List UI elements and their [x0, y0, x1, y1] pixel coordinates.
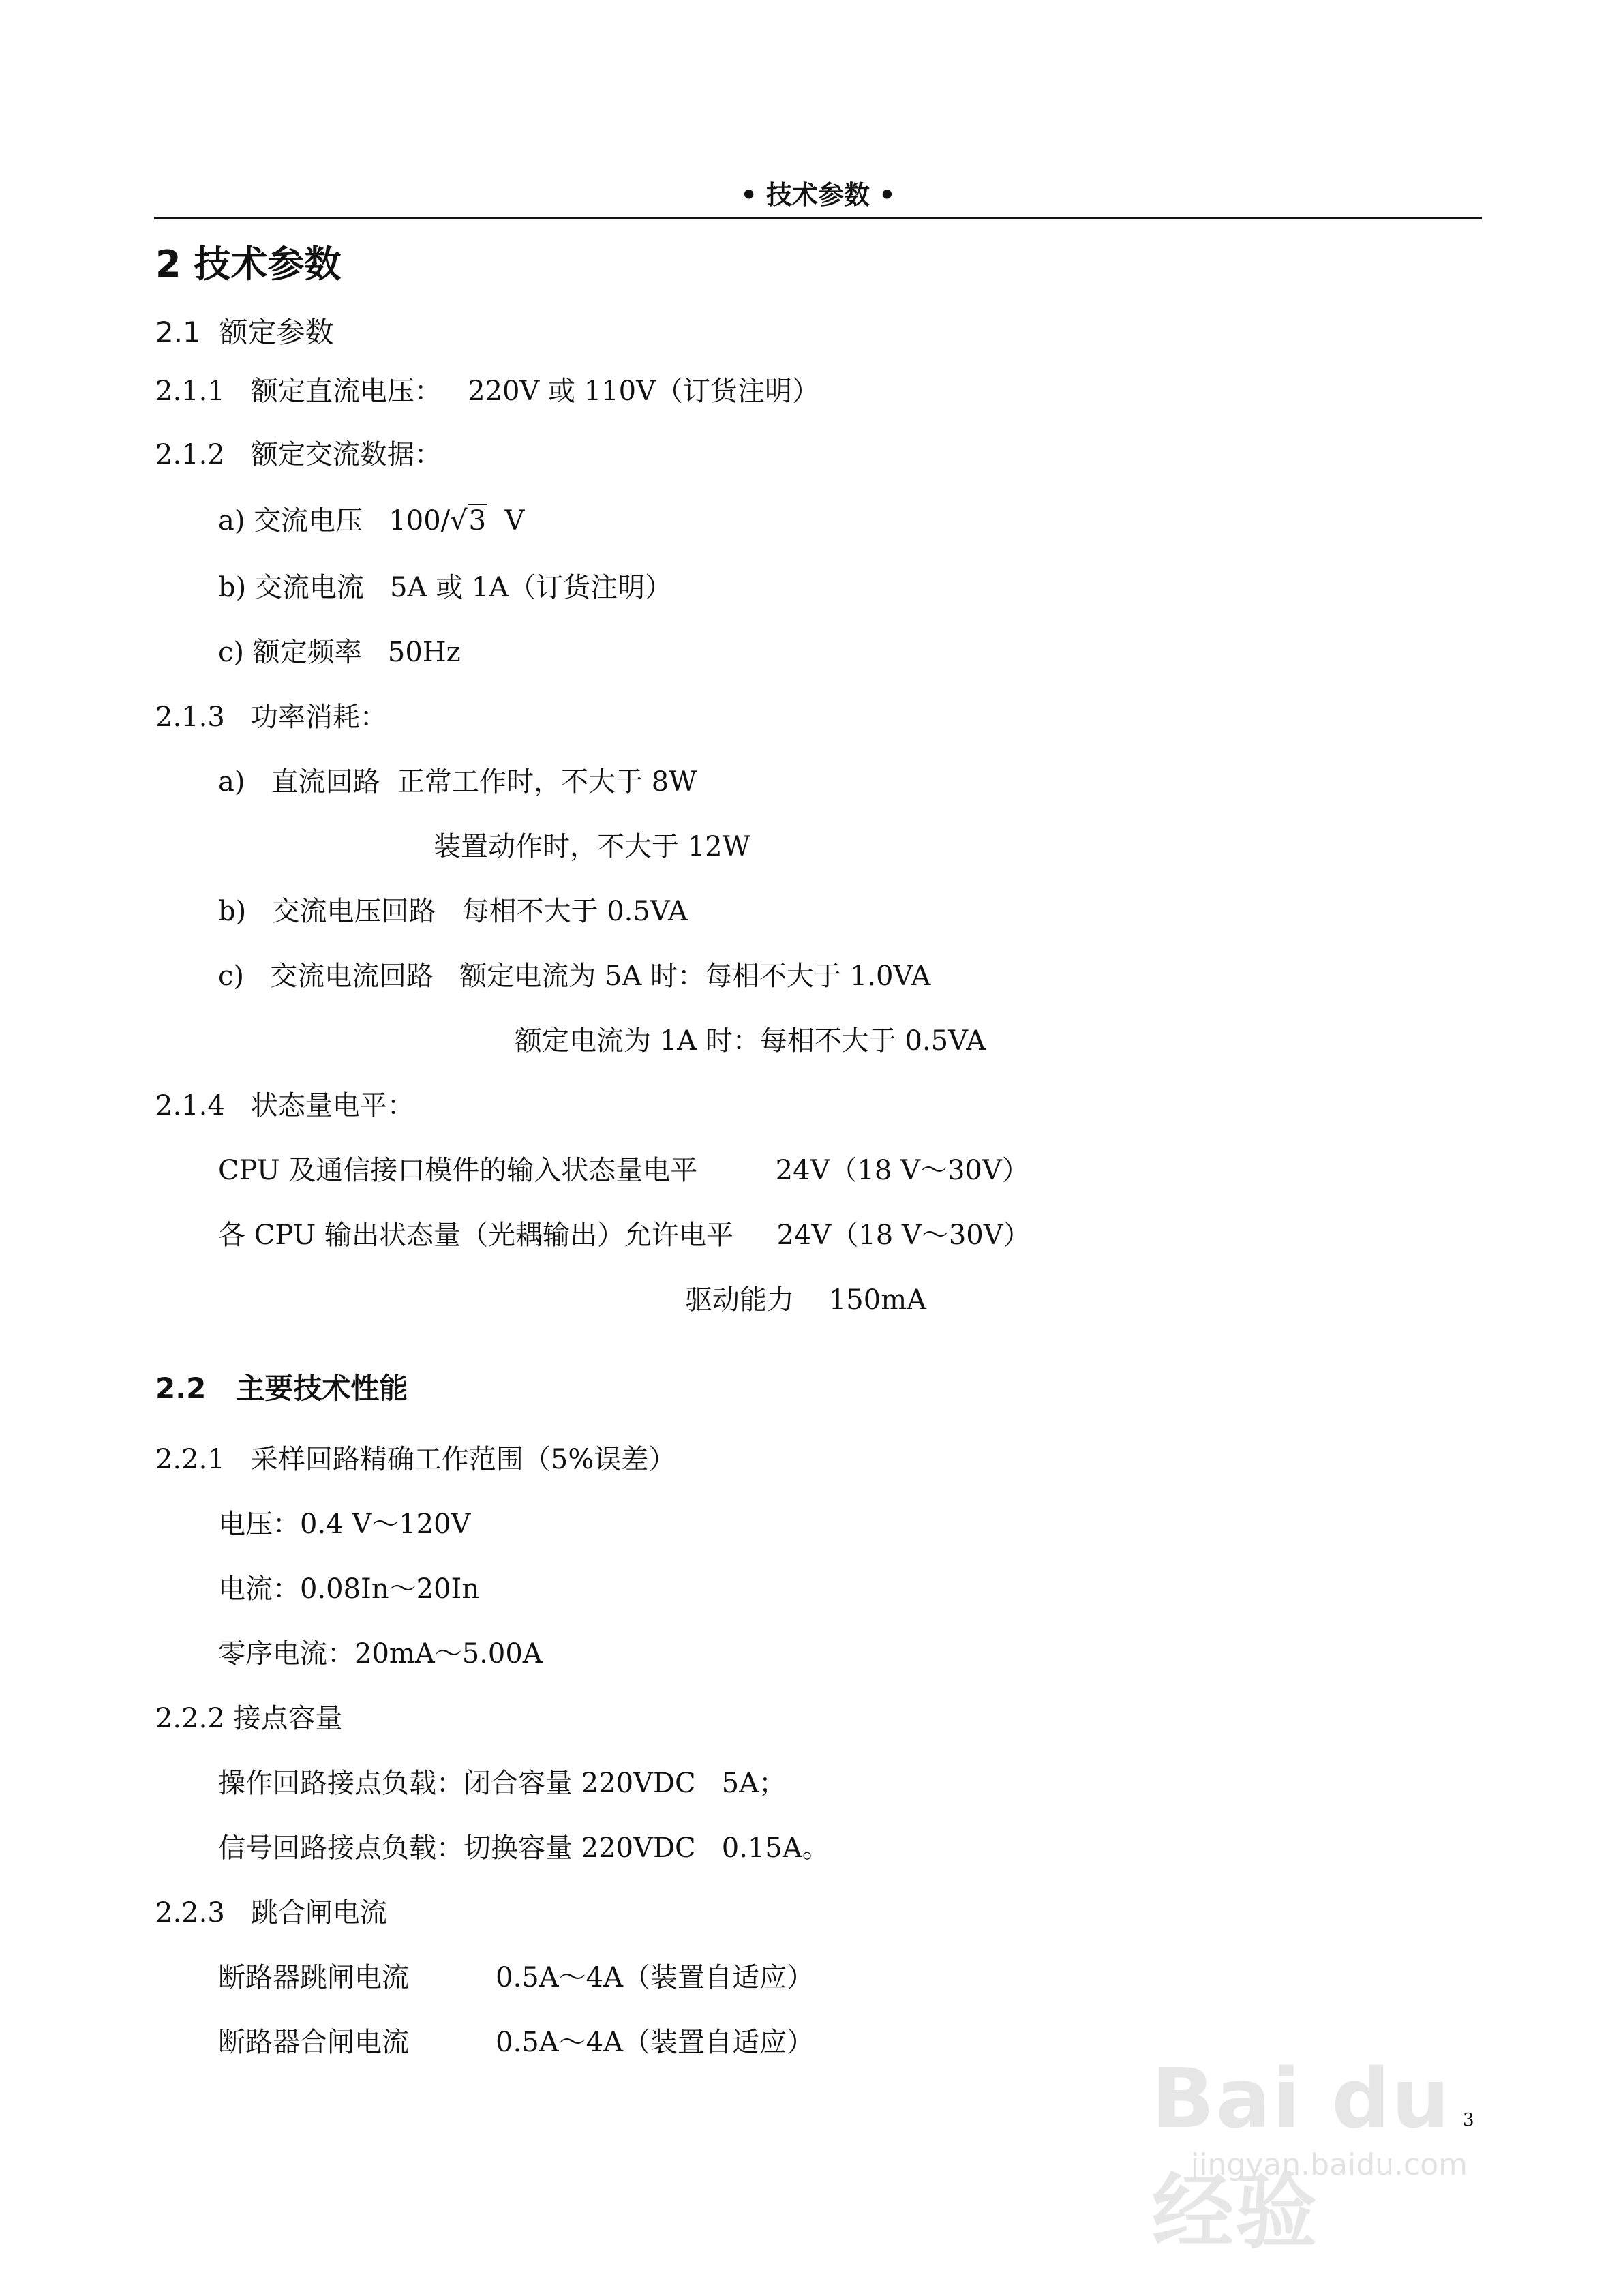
item-2-2-1: 2.2.1 采样回路精确工作范围（5%误差） [155, 1444, 676, 1475]
item-2-1-2-b: b) 交流电流 5A 或 1A（订货注明） [218, 572, 673, 603]
item-2-2-2-a: 操作回路接点负载：闭合容量 220VDC 5A； [218, 1768, 787, 1799]
sqrt-symbol: √3 [450, 505, 487, 537]
item-2-1-4-c: 驱动能力 150mA [685, 1284, 927, 1316]
item-2-2-1-a: 电压：0.4 V～120V [218, 1509, 471, 1540]
item-2-2-2-b: 信号回路接点负载：切换容量 220VDC 0.15A。 [218, 1832, 830, 1864]
item-2-2-3: 2.2.3 跳合闸电流 [155, 1897, 387, 1929]
baidu-watermark [1152, 2045, 1534, 2260]
item-2-1-3-b: b) 交流电压回路 每相不大于 0.5VA [218, 896, 688, 927]
item-2-1-2-c: c) 额定频率 50Hz [218, 637, 461, 668]
subsection-heading-2-2: 2.2 主要技术性能 [155, 1372, 408, 1405]
watermark-brand: Bai du 经验 [1152, 2052, 1451, 2260]
item-2-1-4: 2.1.4 状态量电平： [155, 1090, 414, 1121]
sqrt-radicand: 3 [468, 505, 487, 537]
item-2-1-3-c-2: 额定电流为 1A 时：每相不大于 0.5VA [515, 1025, 986, 1057]
item-2-2-3-a: 断路器跳闸电流 0.5A～4A（装置自适应） [218, 1962, 814, 1993]
watermark-url: jingyan.baidu.com [1190, 2147, 1468, 2182]
page-number: 3 [1463, 2110, 1474, 2130]
page-header: • 技术参数 • [740, 180, 896, 210]
item-2-1-3-c: c) 交流电流回路 额定电流为 5A 时：每相不大于 1.0VA [218, 961, 931, 992]
item-2-2-1-c: 零序电流：20mA～5.00A [218, 1638, 543, 1670]
item-2-2-2: 2.2.2 接点容量 [155, 1703, 343, 1734]
item-2-1-2-a [218, 504, 524, 537]
ac-voltage-text: a) 交流电压 100/ [218, 505, 451, 537]
section-title: 2 技术参数 [155, 243, 342, 286]
subsection-heading-2-1: 2.1 额定参数 [155, 316, 334, 349]
item-2-1-1: 2.1.1 额定直流电压： 220V 或 110V（订货注明） [155, 376, 819, 407]
item-2-1-3-a-2: 装置动作时，不大于 12W [434, 831, 750, 862]
item-2-2-1-b: 电流：0.08In～20In [218, 1573, 480, 1605]
header-rule [154, 217, 1482, 219]
item-2-1-3: 2.1.3 功率消耗： [155, 701, 387, 733]
item-2-1-4-b: 各 CPU 输出状态量（光耦输出）允许电平 24V（18 V～30V） [218, 1220, 1031, 1251]
ac-voltage-unit: V [487, 505, 525, 537]
item-2-2-3-b: 断路器合闸电流 0.5A～4A（装置自适应） [218, 2027, 814, 2058]
item-2-1-4-a: CPU 及通信接口模件的输入状态量电平 24V（18 V～30V） [218, 1155, 1029, 1186]
item-2-1-3-a: a) 直流回路 正常工作时，不大于 8W [218, 766, 697, 798]
item-2-1-2: 2.1.2 额定交流数据： [155, 439, 442, 470]
